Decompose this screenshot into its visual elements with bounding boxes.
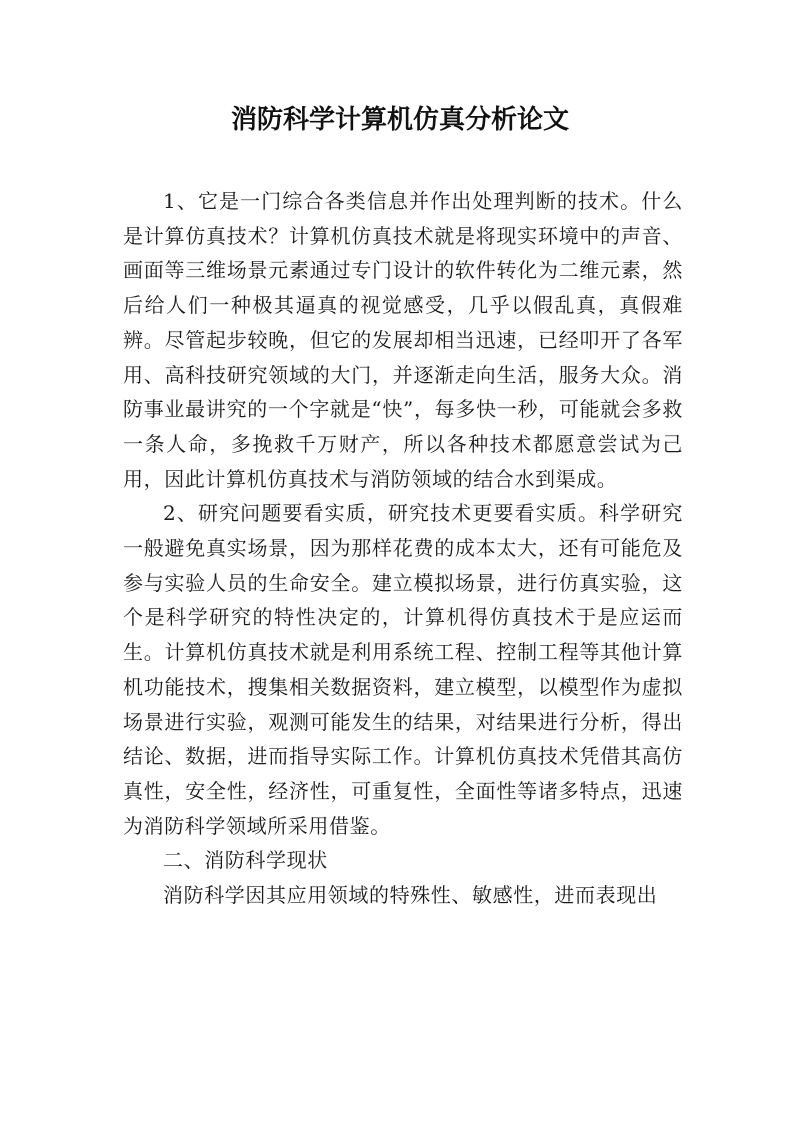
paragraph-3: 消防科学因其应用领域的特殊性、敏感性，进而表现出 <box>163 883 658 908</box>
section-heading: 二、消防科学现状 <box>163 848 328 873</box>
document-body <box>123 184 683 913</box>
document-title: 消防科学计算机仿真分析论文 <box>230 105 569 135</box>
paragraph-1: 1、它是一门综合各类信息并作出处理判断的技术。什么是计算仿真技术？计算机仿真技术就是将现实环境中的声音、画面等三维场景元素通过专门设计的软件转化为二维元素，然后给人们一种极其逼真的视觉感受，几乎以假乱真，真假难辨。尽管起步较晚，但它的发展却相当迅速，已经叩开了各军用、高科技研究领域的大门，并逐渐走向生活，服务大众。消防事业最讲究的一个字就是“快”，每多快一秒，可能就会多救一条人命，多挽救千万财产，所以各种技术都愿意尝试为己用，因此计算机仿真技术与消防领域的结合水到渠成。 <box>123 189 683 491</box>
paragraph-2: 2、研究问题要看实质，研究技术更要看实质。科学研究一般避免真实场景，因为那样花费的成本太大，还有可能危及参与实验人员的生命安全。建立模拟场景，进行仿真实验，这个是科学研究的特性决定的，计算机得仿真技术于是应运而生。计算机仿真技术就是利用系统工程、控制工程等其他计算机功能技术，搜集相关数据资料，建立模型，以模型作为虚拟场景进行实验，观测可能发生的结果，对结果进行分析，得出结论、数据，进而指导实际工作。计算机仿真技术凭借其高仿真性，安全性，经济性，可重复性，全面性等诸多特点，迅速为消防科学领域所采用借鉴。 <box>123 501 683 838</box>
